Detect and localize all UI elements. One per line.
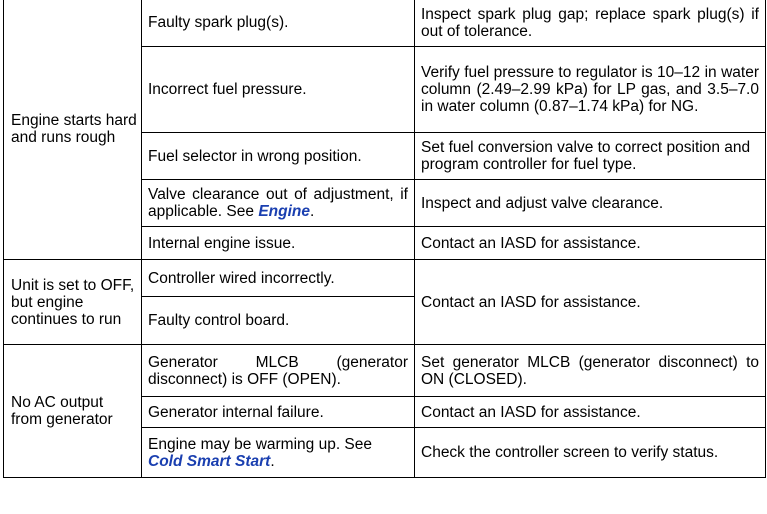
table-row bbox=[4, 0, 766, 47]
engine-link[interactable]: Engine bbox=[258, 203, 310, 220]
cause-cell: Faulty control board. bbox=[142, 297, 415, 345]
action-cell: Inspect spark plug gap; replace spark plug(s) if out of tolerance. bbox=[415, 0, 766, 47]
action-cell: Contact an IASD for assistance. bbox=[415, 260, 766, 345]
cause-cell: Faulty spark plug(s). bbox=[142, 0, 415, 47]
symptom-cell: Unit is set to OFF, but engine continues to run bbox=[4, 260, 142, 345]
symptom-cell: Engine starts hard and runs rough bbox=[4, 0, 142, 260]
table-row bbox=[4, 345, 766, 397]
cause-cell: Incorrect fuel pressure. bbox=[142, 47, 415, 133]
symptom-cell: No AC output from generator bbox=[4, 345, 142, 478]
cold-smart-start-link[interactable]: Cold Smart Start bbox=[148, 452, 271, 470]
action-cell: Check the controller screen to verify status. bbox=[415, 428, 766, 478]
troubleshooting-table bbox=[3, 0, 766, 478]
cause-cell: Generator MLCB (generator disconnect) is OFF (OPEN). bbox=[142, 345, 415, 397]
table-row bbox=[4, 260, 766, 297]
cause-cell: Fuel selector in wrong position. bbox=[142, 133, 415, 180]
cause-cell: Generator internal failure. bbox=[142, 397, 415, 428]
action-cell: Set generator MLCB (generator disconnect) to ON (CLOSED). bbox=[415, 345, 766, 397]
action-cell: Set fuel conversion valve to correct position and program controller for fuel type. bbox=[415, 133, 766, 180]
action-cell: Verify fuel pressure to regulator is 10–12 in water column (2.49–2.99 kPa) for LP gas, and 3.5–7.0 in water column (0.87–1.74 kPa) for NG. bbox=[415, 47, 766, 133]
cause-cell: Valve clearance out of adjustment, if applicable. See Engine. bbox=[142, 180, 415, 227]
cause-cell: Engine may be warming up. See Cold Smart Start. bbox=[142, 428, 415, 478]
cause-cell: Internal engine issue. bbox=[142, 227, 415, 260]
cause-cell: Controller wired incorrectly. bbox=[142, 260, 415, 297]
action-cell: Contact an IASD for assistance. bbox=[415, 227, 766, 260]
action-cell: Inspect and adjust valve clearance. bbox=[415, 180, 766, 227]
action-cell: Contact an IASD for assistance. bbox=[415, 397, 766, 428]
